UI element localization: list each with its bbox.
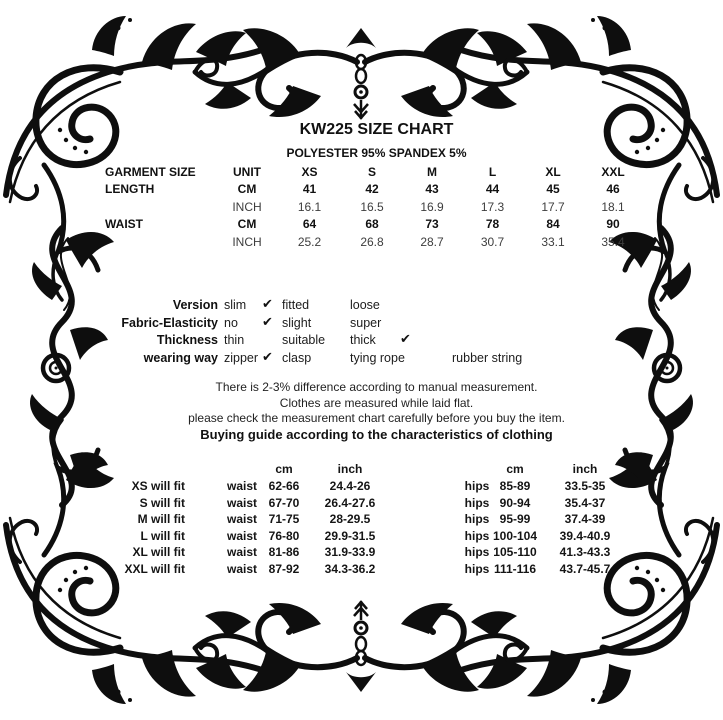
value-cell: 28.7 bbox=[420, 234, 444, 249]
note-line: please check the measurement chart carefully before you buy the item. bbox=[188, 411, 565, 425]
value-cell: 17.3 bbox=[480, 199, 505, 214]
fit-table-row bbox=[0, 479, 723, 496]
hips-inch: 43.7-45.7 bbox=[559, 562, 611, 576]
option: slim bbox=[224, 298, 247, 312]
option: suitable bbox=[282, 333, 326, 347]
column-header: inch bbox=[572, 462, 598, 476]
option: loose bbox=[350, 298, 380, 312]
hips-inch: 41.3-43.3 bbox=[559, 545, 611, 559]
row-label: Version bbox=[172, 298, 218, 312]
size-table-header: GARMENT SIZE bbox=[105, 165, 196, 179]
body-part: waist bbox=[226, 545, 257, 559]
size-label: S will fit bbox=[139, 496, 185, 510]
hips-cm: 105-110 bbox=[493, 545, 537, 559]
option: tying rope bbox=[350, 351, 405, 365]
row-label: Fabric-Elasticity bbox=[121, 316, 218, 330]
unit-cell: CM bbox=[237, 182, 257, 197]
option: thick bbox=[350, 333, 376, 347]
bottom-center-ornament bbox=[195, 601, 527, 692]
characteristics-row-wearing-way bbox=[0, 351, 723, 368]
size-table-header: UNIT bbox=[233, 165, 261, 179]
size-label: M will fit bbox=[137, 512, 185, 526]
fit-table-row bbox=[0, 496, 723, 513]
fit-table-row bbox=[0, 562, 723, 579]
body-part: waist bbox=[226, 512, 257, 526]
value-cell: 25.2 bbox=[297, 234, 322, 249]
option: clasp bbox=[282, 351, 312, 365]
hips-inch: 35.4-37 bbox=[564, 496, 606, 510]
body-part: hips bbox=[464, 545, 490, 559]
waist-cm: 71-75 bbox=[268, 512, 300, 526]
hips-cm: 85-89 bbox=[499, 479, 531, 493]
fit-table-header-row bbox=[0, 462, 723, 479]
row-label: wearing way bbox=[143, 351, 218, 365]
size-label: L will fit bbox=[140, 529, 185, 543]
waist-cm: 81-86 bbox=[268, 545, 300, 559]
value-cell: 90 bbox=[606, 217, 620, 232]
body-part: hips bbox=[464, 512, 490, 526]
value-cell: 84 bbox=[546, 217, 560, 232]
fabric-composition: POLYESTER 95% SPANDEX 5% bbox=[286, 146, 467, 160]
waist-inch: 29.9-31.5 bbox=[324, 529, 376, 543]
size-table-header: XL bbox=[545, 165, 561, 179]
size-label: XS will fit bbox=[131, 479, 185, 493]
size-label: XL will fit bbox=[132, 545, 185, 559]
value-cell: 17.7 bbox=[541, 199, 565, 214]
value-cell: 16.5 bbox=[360, 199, 384, 214]
note-line: There is 2-3% difference according to manual measurement. bbox=[215, 380, 538, 394]
waist-cm: 87-92 bbox=[268, 562, 300, 576]
check-icon: ✔ bbox=[262, 315, 273, 330]
hips-cm: 90-94 bbox=[499, 496, 531, 510]
unit-cell: CM bbox=[237, 217, 257, 232]
row-label: WAIST bbox=[105, 217, 143, 232]
check-icon: ✔ bbox=[262, 297, 273, 312]
option: rubber string bbox=[452, 351, 523, 365]
value-cell: 78 bbox=[485, 217, 500, 232]
size-table-header: M bbox=[427, 165, 437, 179]
value-cell: 35.4 bbox=[601, 234, 625, 249]
hips-cm: 95-99 bbox=[499, 512, 531, 526]
option: no bbox=[224, 316, 238, 330]
top-center-ornament bbox=[195, 28, 527, 119]
row-label bbox=[105, 234, 217, 251]
value-cell: 43 bbox=[425, 182, 439, 197]
unit-cell: INCH bbox=[232, 199, 262, 214]
body-part: waist bbox=[226, 496, 257, 510]
waist-cm: 62-66 bbox=[268, 479, 300, 493]
size-table-header: XXL bbox=[601, 165, 625, 179]
fit-table-row bbox=[0, 529, 723, 546]
size-table-header: S bbox=[367, 165, 376, 179]
body-part: hips bbox=[464, 479, 490, 493]
waist-inch: 28-29.5 bbox=[329, 512, 371, 526]
column-header: inch bbox=[337, 462, 363, 476]
value-cell: 68 bbox=[365, 217, 379, 232]
check-icon: ✔ bbox=[262, 350, 273, 365]
value-cell: 44 bbox=[485, 182, 500, 197]
waist-cm: 76-80 bbox=[268, 529, 300, 543]
size-table-header: XS bbox=[301, 165, 318, 179]
waist-inch: 24.4-26 bbox=[329, 479, 371, 493]
fit-table-row bbox=[0, 545, 723, 562]
waist-cm: 67-70 bbox=[268, 496, 300, 510]
hips-cm: 111-116 bbox=[493, 562, 537, 576]
hips-inch: 37.4-39 bbox=[564, 512, 606, 526]
option: zipper bbox=[224, 351, 259, 365]
hips-inch: 39.4-40.9 bbox=[559, 529, 611, 543]
option: slight bbox=[282, 316, 312, 330]
characteristics-row-thickness bbox=[0, 333, 723, 350]
value-cell: 18.1 bbox=[601, 199, 625, 214]
value-cell: 64 bbox=[302, 217, 317, 232]
waist-inch: 26.4-27.6 bbox=[324, 496, 376, 510]
page-title: KW225 SIZE CHART bbox=[299, 121, 454, 138]
row-label bbox=[105, 199, 217, 216]
body-part: hips bbox=[464, 562, 490, 576]
body-part: waist bbox=[226, 479, 257, 493]
value-cell: 42 bbox=[365, 182, 379, 197]
waist-inch: 31.9-33.9 bbox=[324, 545, 376, 559]
body-part: waist bbox=[226, 529, 257, 543]
body-part: hips bbox=[464, 529, 490, 543]
value-cell: 26.8 bbox=[360, 234, 384, 249]
unit-cell: INCH bbox=[232, 234, 262, 249]
value-cell: 30.7 bbox=[480, 234, 505, 249]
hips-inch: 33.5-35 bbox=[564, 479, 606, 493]
value-cell: 16.9 bbox=[420, 199, 444, 214]
value-cell: 16.1 bbox=[297, 199, 322, 214]
value-cell: 73 bbox=[425, 217, 439, 232]
size-table-header: L bbox=[488, 165, 497, 179]
value-cell: 45 bbox=[546, 182, 560, 197]
option: fitted bbox=[282, 298, 310, 312]
characteristics-row-elasticity bbox=[0, 316, 723, 333]
column-header: cm bbox=[506, 462, 524, 476]
body-part: hips bbox=[464, 496, 490, 510]
hips-cm: 100-104 bbox=[492, 529, 538, 543]
option: thin bbox=[224, 333, 245, 347]
column-header: cm bbox=[275, 462, 293, 476]
value-cell: 46 bbox=[606, 182, 620, 197]
fit-table-row bbox=[0, 512, 723, 529]
option: super bbox=[350, 316, 382, 330]
size-label: XXL will fit bbox=[124, 562, 185, 576]
waist-inch: 34.3-36.2 bbox=[324, 562, 376, 576]
note-line: Clothes are measured while laid flat. bbox=[279, 396, 474, 410]
buying-guide-heading: Buying guide according to the characteristics of clothing bbox=[200, 427, 553, 442]
value-cell: 33.1 bbox=[541, 234, 565, 249]
value-cell: 41 bbox=[302, 182, 317, 197]
characteristics-row-version bbox=[0, 298, 723, 315]
row-label: LENGTH bbox=[105, 182, 155, 197]
check-icon: ✔ bbox=[400, 332, 411, 347]
row-label: Thickness bbox=[156, 333, 218, 347]
garment-size-table bbox=[105, 164, 643, 251]
body-part: waist bbox=[226, 562, 257, 576]
